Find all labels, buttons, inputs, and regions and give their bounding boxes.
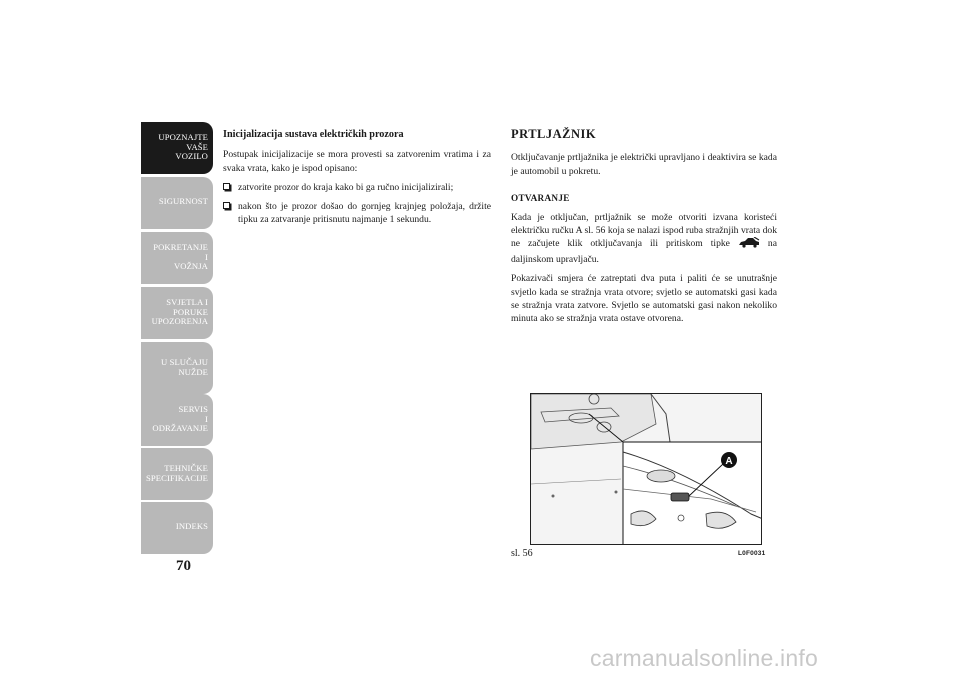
list-item-text: nakon što je prozor došao do gornjeg krajnjeg položaja, držite tipku za zatvaranje pritisnutu najmanje 1 sekundu. — [238, 200, 491, 226]
tab-label: UPOZNAJTE VAŠE VOZILO — [158, 132, 208, 161]
car-trunk-icon — [738, 237, 760, 252]
tab-servis-i-odrzavanje[interactable] — [141, 394, 213, 446]
tab-label: SVJETLA I PORUKE UPOZORENJA — [151, 297, 208, 326]
callout-label: A — [725, 456, 733, 467]
tab-pokretanje-i-voznja[interactable] — [141, 232, 213, 284]
tab-sigurnost[interactable] — [141, 177, 213, 229]
subheading: OTVARANJE — [511, 193, 570, 204]
watermark: carmanualsonline.info — [590, 645, 818, 671]
trunk-handle-illustration — [531, 394, 762, 545]
indicator-paragraph: Pokazivači smjera će zatreptati dva puta i paliti će se unutrašnje svjetlo kada se stražnja vrata otvore; svjetlo se automatski gasi kada se stražnja vrata zatvore. Svjetlo se automatski gasi nakon nekoliko minuta ako se stražnja vrata ostave otvorena. — [511, 273, 777, 325]
section-heading: Inicijalizacija sustava električkih prozora — [223, 129, 404, 140]
checkbox-square-icon — [223, 202, 230, 209]
opening-paragraph — [511, 211, 777, 267]
tab-label: POKRETANJE I VOŽNJA — [153, 242, 208, 271]
paragraph-text: Kada je otključan, prtljažnik se može otvoriti izvana koristeći električku ručku A sl. 56 koja se nalazi ispod ruba stražnjih vrata dok ne začujete klik otključavanja ili pritiskom tipke — [511, 211, 777, 250]
tab-tehnicke-specifikacije[interactable] — [141, 448, 213, 500]
list-item — [223, 181, 491, 194]
trunk-handle-photo — [530, 393, 762, 545]
figure-code: L0F0031 — [738, 550, 766, 557]
paragraph-text: na daljinskom upravljaču. — [511, 238, 777, 265]
page-number: 70 — [176, 558, 191, 574]
list-item-text: zatvorite prozor do kraja kako bi ga ručno inicijalizirali; — [238, 182, 454, 194]
tab-label: U SLUČAJU NUŽDE — [161, 357, 208, 377]
section-title: PRTLJAŽNIK — [511, 127, 597, 141]
figure-caption: sl. 56 — [511, 548, 533, 559]
tab-label: INDEKS — [175, 521, 208, 531]
tab-u-slucaju-nuzde[interactable] — [141, 342, 213, 394]
right-column — [511, 128, 777, 332]
checkbox-square-icon — [223, 183, 230, 190]
left-column — [223, 128, 491, 231]
chapter-sidebar — [141, 122, 213, 554]
tab-upoznajte-vase-vozilo[interactable] — [141, 122, 213, 174]
intro-paragraph: Postupak inicijalizacije se mora provesti sa zatvorenim vratima i za svaka vrata, kako je ispod opisano: — [223, 149, 491, 174]
tab-label: SERVIS I ODRŽAVANJE — [152, 404, 208, 433]
tab-label: SIGURNOST — [158, 196, 208, 206]
list-item — [223, 200, 491, 227]
tab-label: TEHNIČKE SPECIFIKACIJE — [146, 463, 208, 483]
intro-paragraph: Otključavanje prtljažnika je električki upravljano i deaktivira se kada je automobil u pokretu. — [511, 152, 777, 177]
tab-indeks[interactable] — [141, 502, 213, 554]
tab-svjetla-i-poruke[interactable] — [141, 287, 213, 339]
